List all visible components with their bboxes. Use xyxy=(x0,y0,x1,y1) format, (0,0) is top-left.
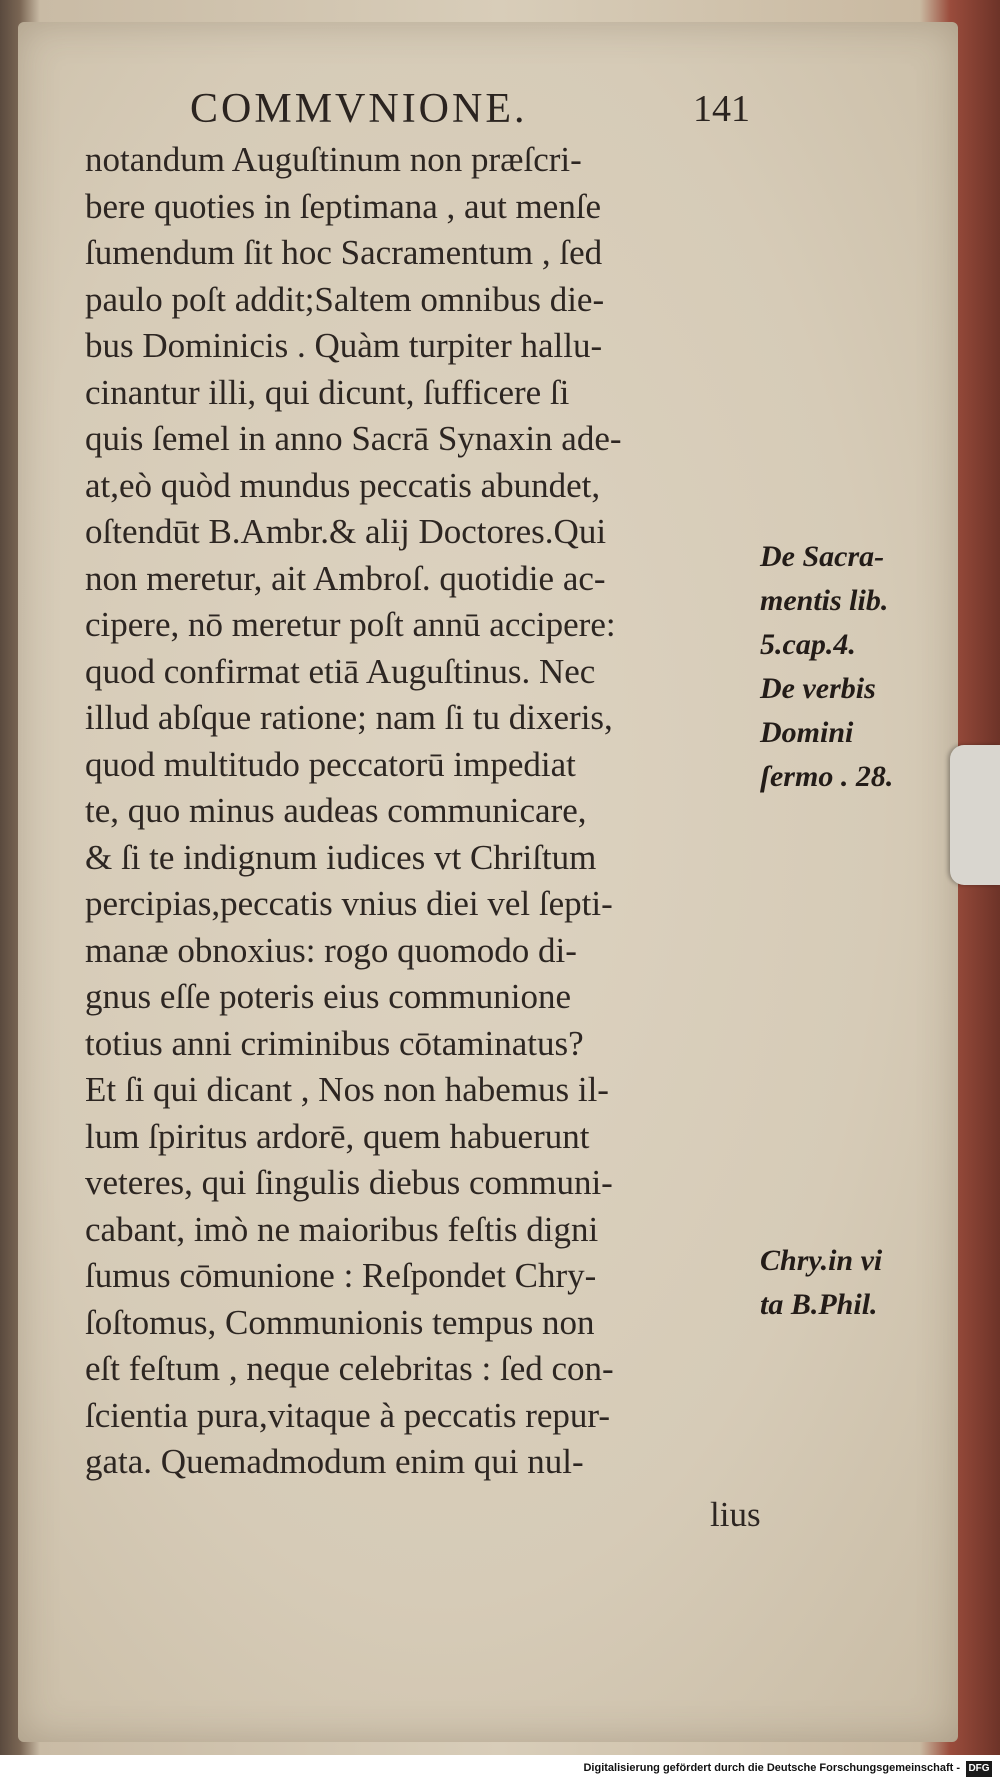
margin-note: mentis lib. xyxy=(760,584,889,617)
page-header xyxy=(190,85,750,135)
text-line: lum ſpiritus ardorē, quem habuerunt xyxy=(85,1116,590,1156)
text-line: illud abſque ratione; nam ſi tu dixeris, xyxy=(85,698,613,737)
margin-note: De verbis xyxy=(760,672,876,705)
bookmark-tab xyxy=(950,745,1000,885)
text-line: cipere, nō meretur poſt annū accipere: xyxy=(85,605,616,644)
text-line: quis ſemel in anno Sacrā Synaxin ade- xyxy=(85,419,622,458)
text-line: & ſi te indignum iudices vt Chriſtum xyxy=(85,837,597,877)
funding-credit: Digitalisierung gefördert durch die Deutsche Forschungsgemeinschaft - xyxy=(583,1762,960,1774)
running-title: COMMVNIONE. xyxy=(190,86,528,132)
text-line: at,eò quòd mundus peccatis abundet, xyxy=(85,465,601,505)
margin-note: ta B.Phil. xyxy=(760,1288,878,1321)
text-line: notandum Auguſtinum non præſcri- xyxy=(85,140,582,179)
text-line: eſt feſtum , neque celebritas : ſed con- xyxy=(85,1349,614,1388)
text-line: ſcientia pura,vitaque à peccatis repur- xyxy=(85,1395,610,1435)
margin-note: 5.cap.4. xyxy=(760,628,856,661)
text-line: manæ obnoxius: rogo quomodo di- xyxy=(85,930,577,970)
page-number: 141 xyxy=(693,88,750,130)
text-line: quod multitudo peccatorū impediat xyxy=(85,744,576,784)
text-line: oſtendūt B.Ambr.& alij Doctores.Qui xyxy=(85,512,607,551)
text-line: ſumendum ſit hoc Sacramentum , ſed xyxy=(85,233,603,272)
text-line: ſumus cōmunione : Reſpondet Chry- xyxy=(85,1256,597,1295)
text-line: gnus eſſe poteris eius communione xyxy=(85,977,572,1016)
margin-note: Domini xyxy=(760,716,854,749)
digitization-footer xyxy=(0,1755,1000,1788)
body-text xyxy=(85,137,785,1486)
text-line: cinantur illi, qui dicunt, ſufficere ſi xyxy=(85,372,570,412)
catchword: lius xyxy=(710,1495,761,1534)
margin-notes xyxy=(760,535,960,1327)
text-line: percipias,peccatis vnius diei vel ſepti- xyxy=(85,884,613,923)
text-line: non meretur, ait Ambroſ. quotidie ac- xyxy=(85,558,606,598)
margin-note: ſermo . 28. xyxy=(760,760,894,793)
text-line: veteres, qui ſingulis diebus communi- xyxy=(85,1163,613,1202)
text-line: te, quo minus audeas communicare, xyxy=(85,791,587,830)
text-line: ſoſtomus, Communionis tempus non xyxy=(85,1302,595,1342)
text-line: totius anni criminibus cōtaminatus? xyxy=(85,1023,584,1063)
text-line: Et ſi qui dicant , Nos non habemus il- xyxy=(85,1070,609,1109)
dfg-logo: DFG xyxy=(966,1761,992,1777)
text-line: cabant, imò ne maioribus feſtis digni xyxy=(85,1209,599,1249)
text-line: quod confirmat etiā Auguſtinus. Nec xyxy=(85,651,596,691)
text-line: bere quoties in ſeptimana , aut menſe xyxy=(85,186,602,226)
text-line: gata. Quemadmodum enim qui nul- xyxy=(85,1442,584,1481)
text-line: bus Dominicis . Quàm turpiter hallu- xyxy=(85,326,603,365)
margin-spacer xyxy=(760,799,960,1239)
margin-note: Chry.in vi xyxy=(760,1244,883,1277)
margin-note: De Sacra- xyxy=(760,540,885,573)
text-line: paulo poſt addit;Saltem omnibus die- xyxy=(85,279,605,319)
